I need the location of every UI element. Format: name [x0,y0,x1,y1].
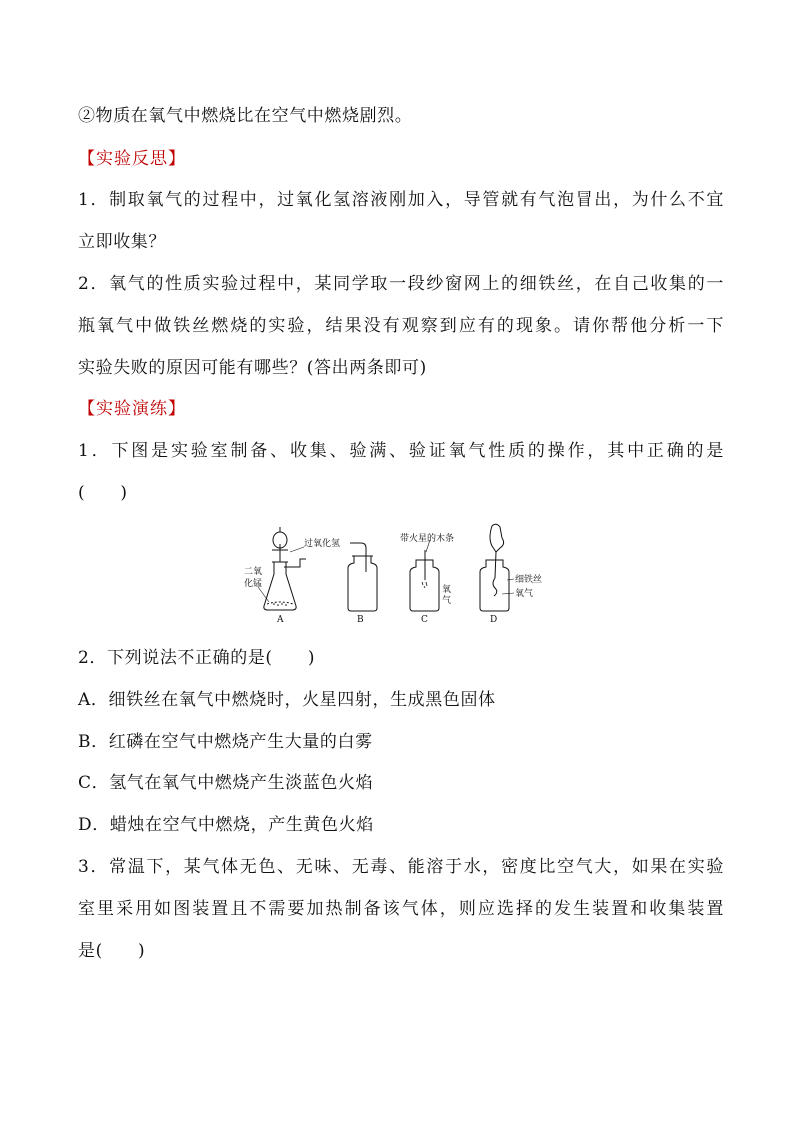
label-apparatus-a: A [277,615,284,625]
label-manganese-dioxide-2: 化锰 [244,579,263,589]
question-1-line-2: 立即收集？ [78,232,166,252]
exercise-2-option-a: A．细铁丝在氧气中燃烧时，火星四射，生成黑色固体 [78,690,496,710]
exercise-2-stem: 2．下列说法不正确的是( ) [78,648,316,668]
exercise-3-line-2: 室里采用如图装置且不需要加热制备该气体，则应选择的发生装置和收集装置 [78,899,724,919]
label-hydrogen-peroxide: 过氧化氢 [304,539,341,549]
apparatus-figure [244,522,554,626]
label-apparatus-d: D [490,615,498,625]
label-iron-wire: 细铁丝 [515,575,543,585]
exercise-2-option-c: C．氢气在氧气中燃烧产生淡蓝色火焰 [78,773,374,793]
question-2-line-3: 实验失败的原因可能有哪些？(答出两条即可) [78,358,427,378]
label-oxygen-c-1: 氧 [442,585,452,595]
label-glowing-splint: 带火星的木条 [400,534,455,544]
line-conclusion-2: ②物质在氧气中燃烧比在空气中燃烧剧烈。 [78,106,413,126]
label-manganese-dioxide-1: 二氧 [244,567,263,577]
exercise-2-option-b: B．红磷在空气中燃烧产生大量的白雾 [78,732,373,752]
label-oxygen-c-2: 气 [442,596,452,606]
exercise-2-option-d: D．蜡烛在空气中燃烧，产生黄色火焰 [78,815,374,835]
exercise-1-answer-blank: ( ) [78,483,128,503]
exercise-1-line-1: 1．下图是实验室制备、收集、验满、验证氧气性质的操作，其中正确的是 [78,441,724,461]
exercise-3-line-3: 是( ) [78,941,146,961]
label-apparatus-b: B [357,615,364,625]
label-oxygen-d: 氧气 [515,589,534,599]
section-heading-exercises: 【实验演练】 [78,399,186,419]
exercise-3-line-1: 3．常温下，某气体无色、无味、无毒、能溶于水，密度比空气大，如果在实验 [78,857,724,877]
section-heading-reflection: 【实验反思】 [78,149,186,169]
question-1-line-1: 1．制取氧气的过程中，过氧化氢溶液刚加入，导管就有气泡冒出，为什么不宜 [78,190,724,210]
question-2-line-1: 2．氧气的性质实验过程中，某同学取一段纱窗网上的细铁丝，在自己收集的一 [78,274,724,294]
label-apparatus-c: C [421,615,428,625]
question-2-line-2: 瓶氧气中做铁丝燃烧的实验，结果没有观察到应有的现象。请你帮他分析一下 [78,316,724,336]
